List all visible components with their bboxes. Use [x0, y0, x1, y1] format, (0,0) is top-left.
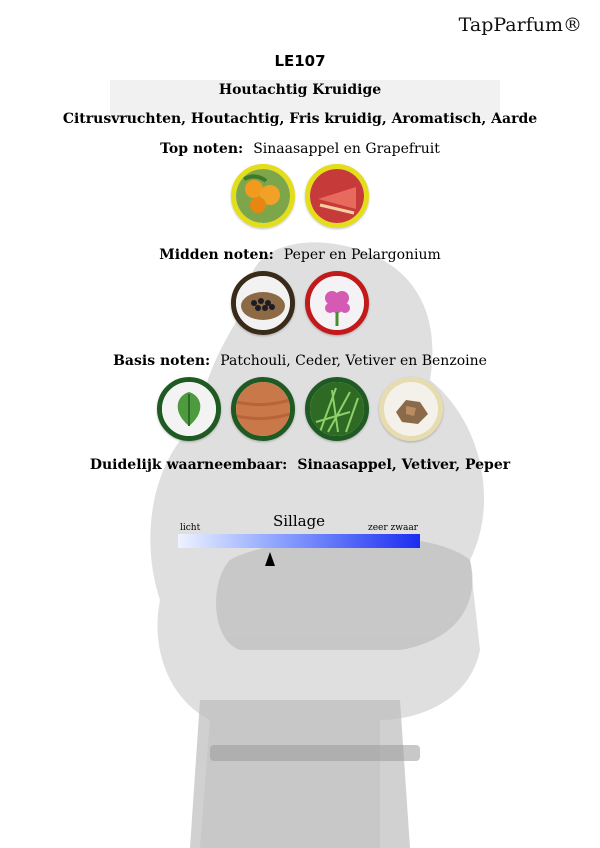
pelargonium-icon: [305, 271, 369, 335]
orange-icon: [231, 164, 295, 228]
sillage-marker: [265, 552, 275, 566]
vetiver-icon: [305, 377, 369, 441]
sillage-scale: [178, 512, 420, 572]
middle-notes-label: Midden noten:: [159, 247, 274, 263]
top-notes-value: Sinaasappel en Grapefruit: [253, 141, 440, 157]
sillage-min-label: licht: [180, 523, 201, 533]
fragrance-family: Houtachtig Kruidige: [218, 82, 382, 98]
top-notes-icons: [0, 164, 600, 228]
fragrance-accords: Citrusvruchten, Houtachtig, Fris kruidig, Aromatisch, Aarde: [62, 111, 538, 127]
base-notes-row: [0, 353, 600, 369]
base-notes-value: Patchouli, Ceder, Vetiver en Benzoine: [220, 353, 487, 369]
base-notes-label: Basis noten:: [113, 353, 211, 369]
grapefruit-icon: [305, 164, 369, 228]
sillage-bar: [178, 534, 420, 548]
patchouli-icon: [157, 377, 221, 441]
base-notes-icons: [0, 377, 600, 441]
sillage-max-label: zeer zwaar: [367, 523, 418, 533]
benzoin-icon: [379, 377, 443, 441]
top-notes-label: Top noten:: [160, 141, 244, 157]
prominent-value: Sinaasappel, Vetiver, Peper: [297, 457, 511, 473]
cedar-icon: [231, 377, 295, 441]
product-code: LE107: [274, 52, 326, 70]
middle-notes-icons: [0, 271, 600, 335]
pepper-icon: [231, 271, 295, 335]
prominent-row: [0, 457, 600, 473]
top-notes-row: [0, 141, 600, 157]
brand-logo: TapParfum®: [458, 14, 582, 36]
prominent-label: Duidelijk waarneembaar:: [89, 457, 288, 473]
middle-notes-row: [0, 247, 600, 263]
sillage-title: Sillage: [272, 512, 326, 530]
middle-notes-value: Peper en Pelargonium: [283, 247, 441, 263]
